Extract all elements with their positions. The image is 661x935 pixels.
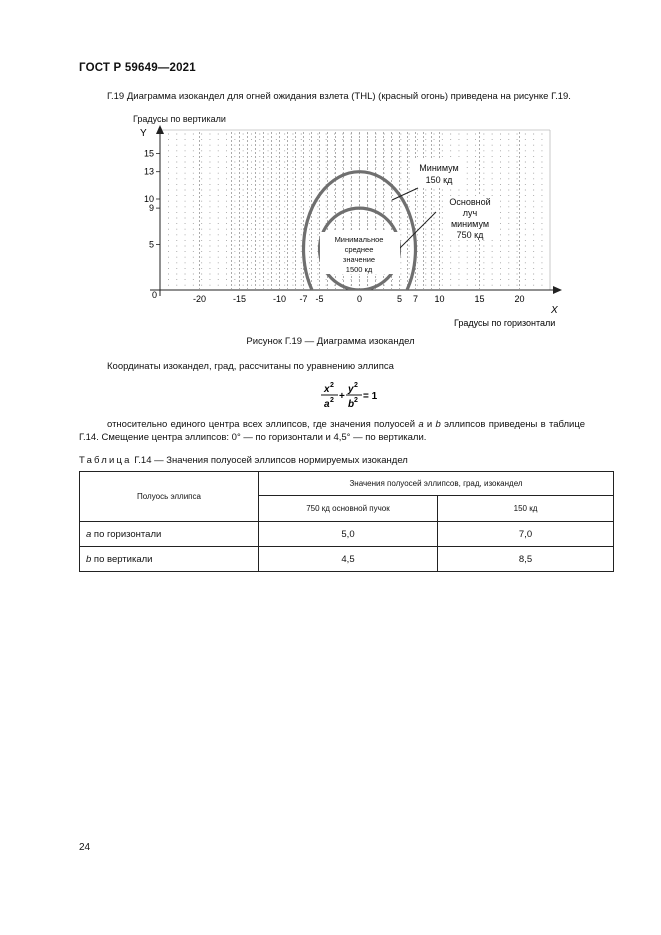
ellipse-paragraph <box>79 418 585 444</box>
para-b-symbol: b <box>435 419 441 430</box>
x-tick-label: -5 <box>315 294 324 304</box>
semi-axes-table <box>79 471 614 572</box>
y-axis-arrow <box>156 125 164 134</box>
para-and: и <box>423 419 436 430</box>
cell-b-150: 8,5 <box>438 547 614 572</box>
label-750-line3: минимум <box>450 219 490 229</box>
row-b-label: по вертикали <box>91 553 153 565</box>
table-title-word: Таблица <box>79 455 132 466</box>
label-150-line1: Минимум <box>419 163 459 173</box>
header-750: 750 кд основной пучок <box>259 496 438 522</box>
y-tick-label: 13 <box>143 166 154 177</box>
formula-b-exp: 2 <box>354 397 358 404</box>
x-tick-label: -15 <box>232 294 247 304</box>
x-tick-label: 0 <box>356 294 363 304</box>
x-tick-label: -10 <box>272 294 287 304</box>
header-semi-axis: Полуось эллипса <box>80 472 259 522</box>
ellipse-formula <box>318 380 378 414</box>
label-750-line2: луч <box>462 208 478 218</box>
formula-x-exp: 2 <box>330 382 334 389</box>
row-a-symbol: a <box>86 528 92 540</box>
para-part1: относительно единого центра всех эллипсов, где значения полуосей <box>107 419 419 430</box>
formula-y: y <box>348 384 354 395</box>
label-center-line4: 1500 кд <box>345 265 373 274</box>
label-center-line3: значение <box>342 255 376 264</box>
y-tick-label: 10 <box>143 194 154 204</box>
x-tick-label: 7 <box>412 294 419 304</box>
formula-x: x <box>324 384 330 395</box>
header-group: Значения полуосей эллипсов, град, изокандел <box>259 472 614 496</box>
coordinates-intro: Координаты изокандел, град, рассчитаны по уравнению эллипса <box>107 361 394 372</box>
y-tick-label: 15 <box>143 148 154 159</box>
row-a-label: по горизонтали <box>91 528 162 540</box>
formula-plus: + <box>339 391 345 402</box>
y-tick-label: 5 <box>148 239 154 250</box>
cell-a-150: 7,0 <box>438 522 614 547</box>
isocandela-chart <box>0 0 661 340</box>
header-150: 150 кд <box>438 496 614 522</box>
y-tick-label: 9 <box>148 203 154 214</box>
origin-label: 0 <box>152 290 158 300</box>
formula-a: a <box>324 399 330 410</box>
x-axis-arrow <box>553 286 562 294</box>
label-center-line1: Минимальное <box>334 235 384 244</box>
x-tick-labels <box>193 294 525 304</box>
document-header: ГОСТ Р 59649—2021 <box>79 62 196 74</box>
formula-b: b <box>348 399 355 410</box>
x-tick-label: -7 <box>299 294 308 304</box>
x-axis-title: Градусы по горизонтали <box>454 318 556 328</box>
y-axis-title: Градусы по вертикали <box>133 114 226 124</box>
label-750-line1: Основной <box>449 197 491 207</box>
figure-caption: Рисунок Г.19 — Диаграмма изокандел <box>246 336 415 347</box>
row-b-symbol: b <box>86 553 92 565</box>
x-tick-label: 20 <box>514 294 525 304</box>
table-title <box>79 455 408 466</box>
x-tick-label: 5 <box>396 294 403 304</box>
row-label-a <box>80 522 259 547</box>
table-row <box>80 522 614 547</box>
cell-a-750: 5,0 <box>259 522 438 547</box>
page-number: 24 <box>79 842 91 853</box>
label-750-line4: 750 кд <box>456 230 484 240</box>
row-label-b <box>80 547 259 572</box>
y-axis-letter: Y <box>140 128 147 139</box>
para-part2: эллипсов приведены в таблице Г.14. Смещение центра эллипсов: 0° — по горизонтали и 4,5° — по вертикали. <box>79 419 585 443</box>
y-tick-labels <box>144 149 160 250</box>
x-tick-label: 10 <box>434 294 445 304</box>
cell-b-750: 4,5 <box>259 547 438 572</box>
table-title-rest: Г.14 — Значения полуосей эллипсов нормируемых изокандел <box>131 455 408 466</box>
x-axis-letter: X <box>551 305 558 316</box>
para-a-symbol: a <box>418 419 424 430</box>
label-center-line2: среднее <box>344 245 374 254</box>
formula-y-exp: 2 <box>354 382 358 389</box>
x-tick-label: -20 <box>192 294 207 304</box>
formula-a-exp: 2 <box>330 397 334 404</box>
figure-intro-text: Г.19 Диаграмма изокандел для огней ожидания взлета (THL) (красный огонь) приведена на рисунке Г.19. <box>107 91 571 102</box>
label-150-line2: 150 кд <box>425 175 453 185</box>
formula-rhs: = 1 <box>363 391 378 402</box>
table-row <box>80 547 614 572</box>
x-tick-label: 15 <box>474 294 485 304</box>
